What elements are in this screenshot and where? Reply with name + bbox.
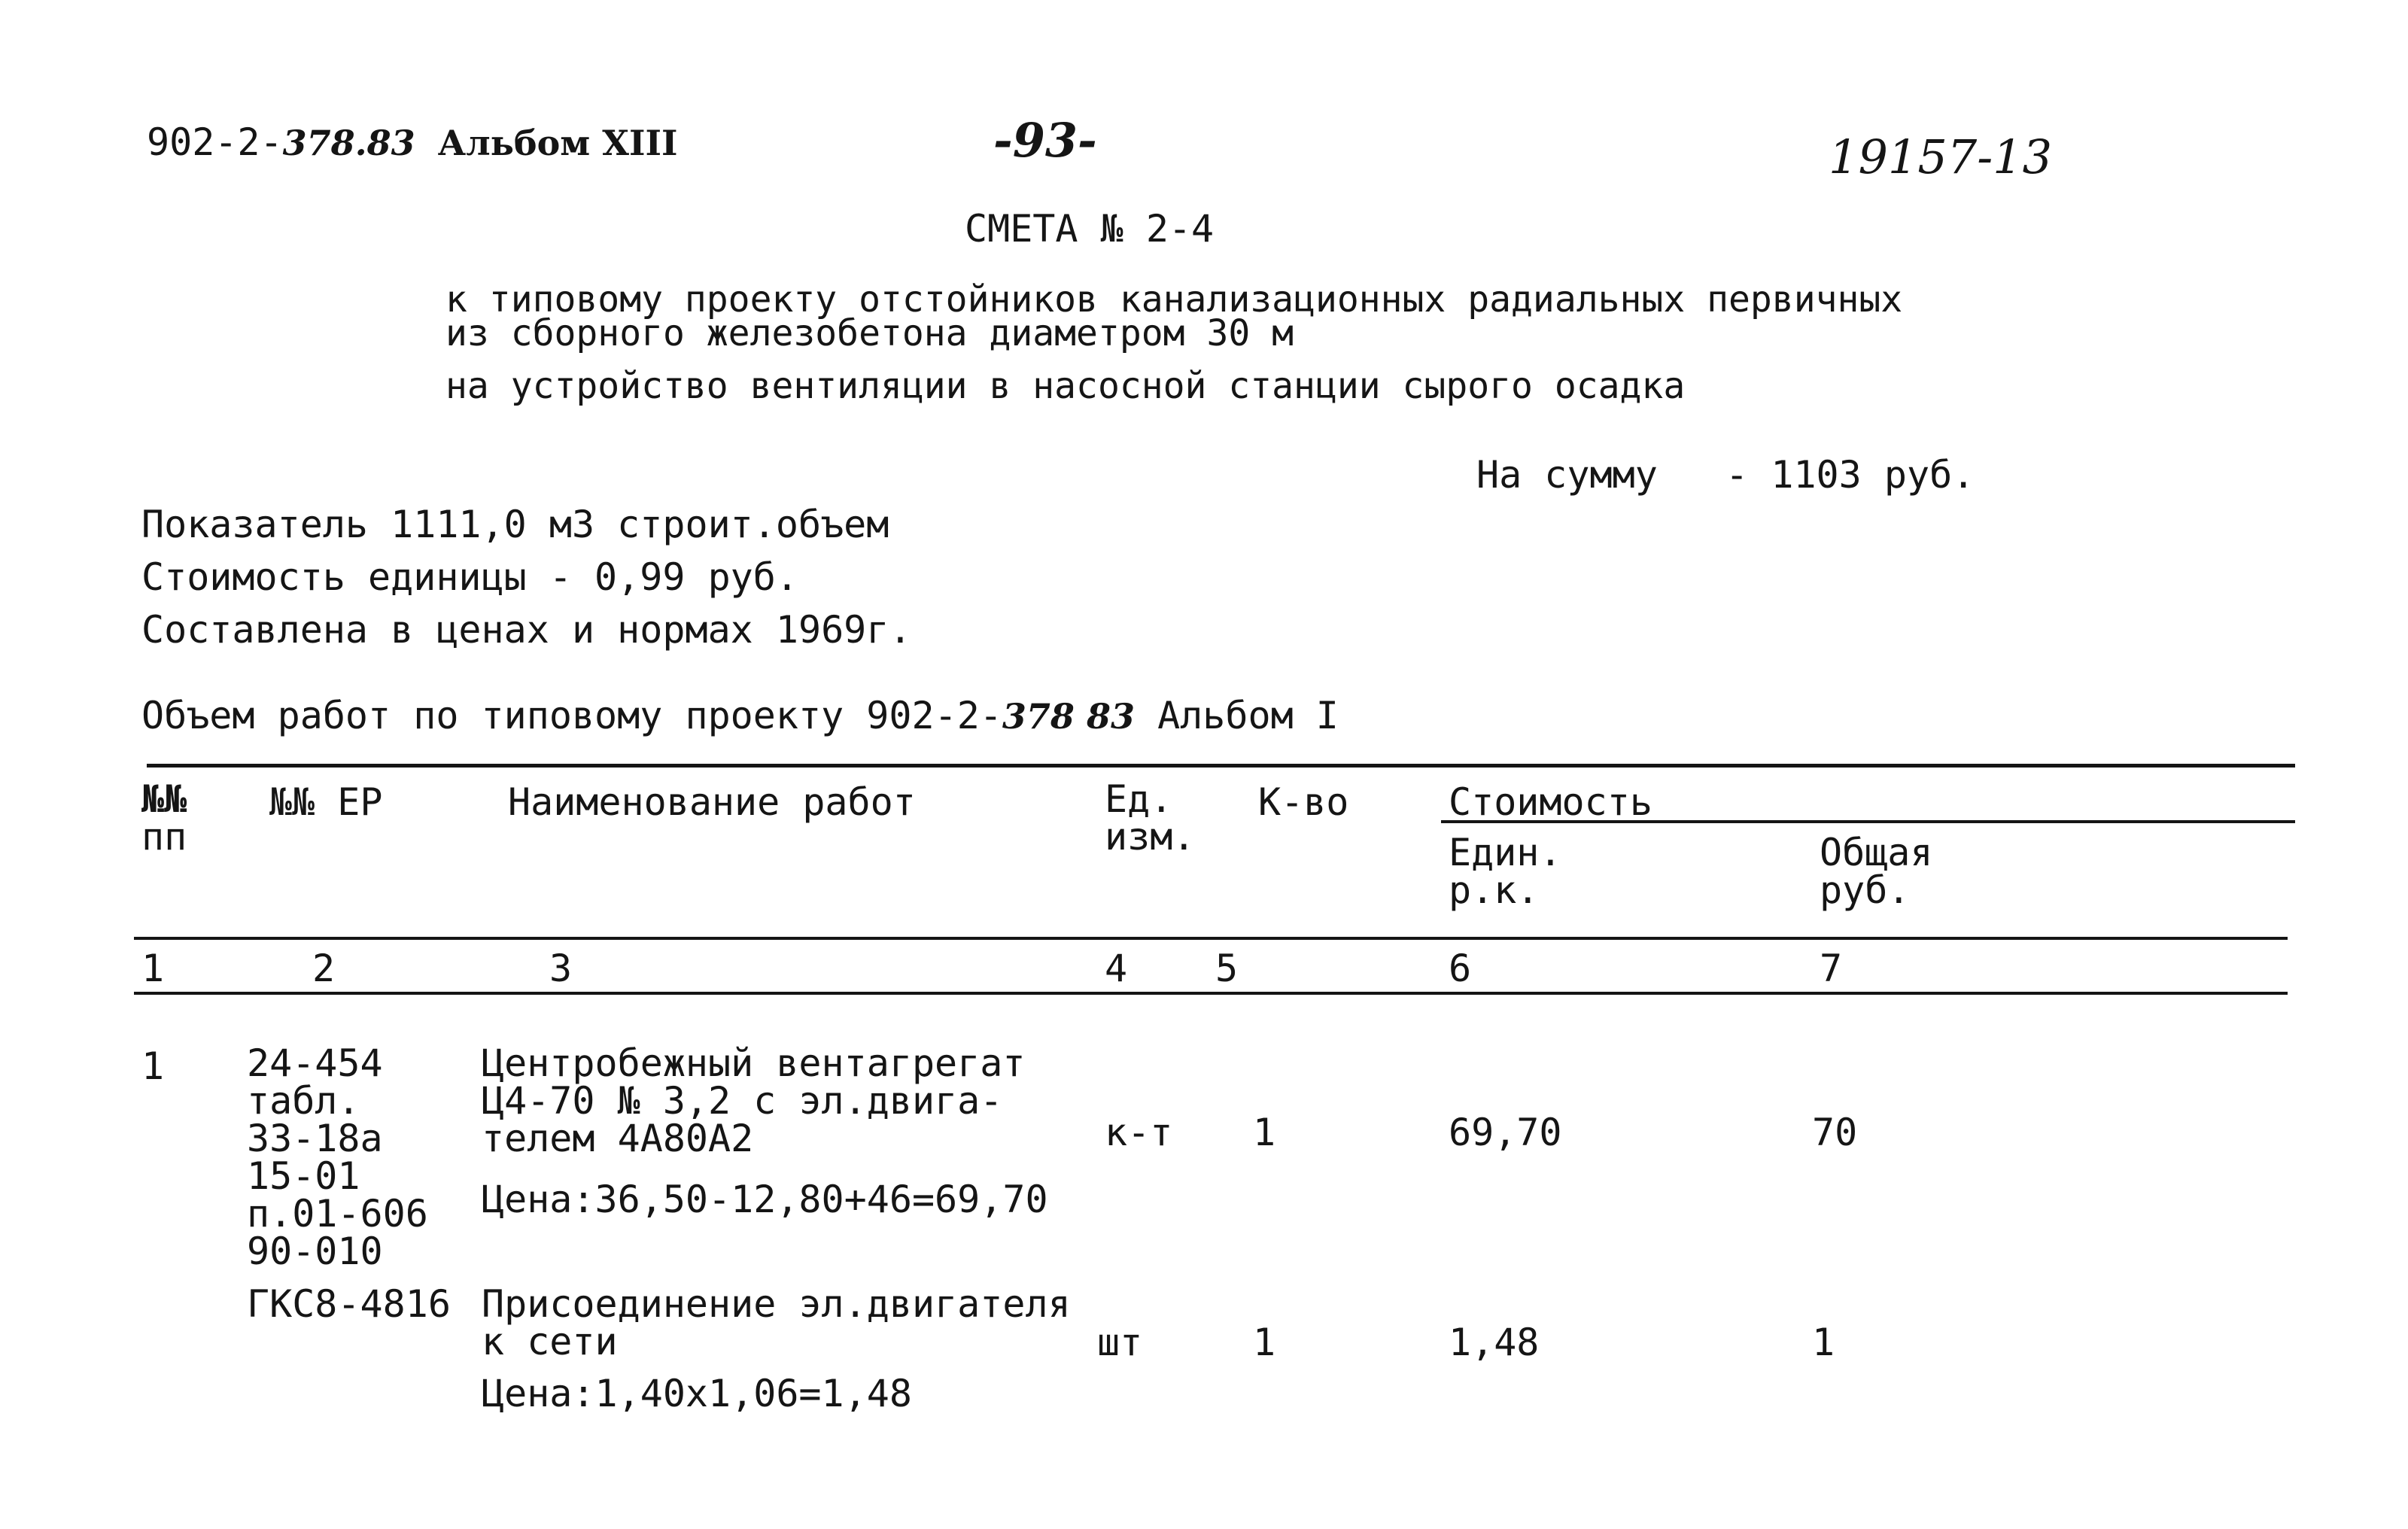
row1-qty: 1 (1253, 1111, 1276, 1154)
row1-er-line: 33-18а (247, 1117, 383, 1160)
row2-name-line: к сети (482, 1320, 618, 1363)
header-unit (1105, 777, 1196, 859)
title-line-1: к типовому проекту отстойников канализационных радиальных первичных (445, 278, 1903, 321)
row1-name-line: Центробежный вентагрегат (482, 1041, 1026, 1085)
row2-price: Цена:1,40х1,06=1,48 (482, 1372, 912, 1415)
prices-line: Составлена в ценах и нормах 1969г. (141, 608, 912, 652)
header-total-line1: Общая (1820, 831, 1933, 874)
header-qty: К-во (1258, 780, 1349, 824)
header-num-line2: пп (141, 815, 187, 859)
row2-er (247, 1282, 451, 1326)
scope-suffix: Альбом I (1157, 694, 1339, 737)
header-unit-cost-line2: р.к. (1449, 868, 1540, 912)
header-bottom-rule (134, 937, 2288, 940)
total-value: - 1103 руб. (1725, 453, 1975, 497)
header-unit-cost (1449, 831, 1562, 912)
row2-name (482, 1282, 1071, 1363)
row1-er-line: п.01-606 (247, 1192, 428, 1236)
column-number: 6 (1449, 947, 1472, 990)
row1-er-line: 90-010 (247, 1230, 383, 1273)
table-top-rule (147, 764, 2295, 768)
row1-er (247, 1041, 428, 1273)
document-code (147, 120, 678, 164)
column-number: 4 (1105, 947, 1128, 990)
header-total-line2: руб. (1820, 868, 1911, 912)
total-label: На сумму (1476, 453, 1658, 497)
row2-total: 1 (1812, 1321, 1835, 1364)
column-number: 7 (1820, 947, 1843, 990)
indicator-line: Показатель 1111,0 м3 строит.объем (141, 503, 889, 546)
row2-unit-cost: 1,48 (1449, 1321, 1540, 1364)
row1-name-line: Ц4-70 № 3,2 с эл.двига- (482, 1079, 1003, 1123)
title-line-2: из сборного железобетона диаметром 30 м (445, 312, 1294, 354)
page-number: -93- (993, 113, 1097, 168)
header-total (1820, 831, 1933, 912)
scope-handwritten: 378 83 (1002, 696, 1135, 737)
row1-name-line: телем 4А80А2 (482, 1117, 754, 1160)
row1-unit: к-т (1105, 1111, 1173, 1154)
title-line-3: на устройство вентиляции в насосной станции сырого осадка (445, 365, 1686, 407)
scope-prefix: Объем работ по типовому проекту 902-2- (141, 694, 1002, 737)
project-prefix: 902-2- (147, 120, 283, 164)
row1-er-line: табл. (247, 1079, 360, 1123)
header-name: Наименование работ (508, 780, 916, 824)
album-label: Альбом XIII (437, 123, 678, 163)
header-er: №№ ЕР (269, 780, 383, 824)
header-num-line1: №№ (141, 777, 187, 821)
header-unit-line2: изм. (1105, 815, 1196, 859)
row2-name-line: Присоединение эл.двигателя (482, 1282, 1071, 1326)
column-number: 1 (141, 947, 165, 990)
row1-price: Цена:36,50-12,80+46=69,70 (482, 1178, 1048, 1221)
column-numbers-rule (134, 992, 2288, 995)
row1-num: 1 (141, 1044, 165, 1088)
header-num (141, 777, 187, 859)
row1-name (482, 1041, 1026, 1160)
row1-total: 70 (1812, 1111, 1858, 1154)
row1-er-line: 24-454 (247, 1041, 383, 1085)
total-sum (1476, 453, 1975, 497)
column-number: 3 (549, 947, 573, 990)
row1-er-line: 15-01 (247, 1154, 360, 1198)
header-unit-cost-line1: Един. (1449, 831, 1562, 874)
row2-unit: шт (1097, 1321, 1143, 1364)
estimate-heading: СМЕТА № 2-4 (965, 207, 1215, 251)
column-number: 5 (1215, 947, 1239, 990)
row2-qty: 1 (1253, 1321, 1276, 1364)
project-handwritten: 378.83 (282, 123, 415, 163)
column-number: 2 (312, 947, 336, 990)
header-cost: Стоимость (1449, 780, 1652, 824)
archive-number: 19157-13 (1829, 129, 2053, 184)
header-unit-line1: Ед. (1105, 777, 1173, 821)
unit-cost-line: Стоимость единицы - 0,99 руб. (141, 555, 798, 599)
scope-line (141, 694, 1339, 737)
row2-er-line: ГКС8-4816 (247, 1282, 451, 1326)
row1-unit-cost: 69,70 (1449, 1111, 1562, 1154)
